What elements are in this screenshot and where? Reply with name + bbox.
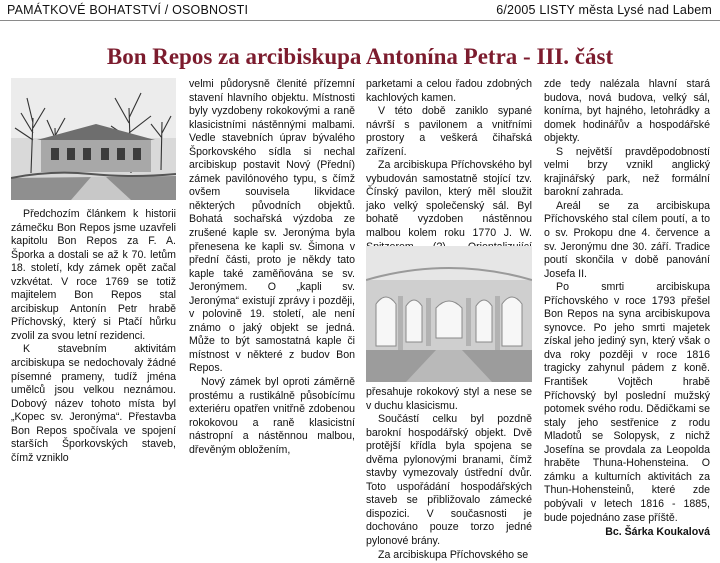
paragraph: V této době zaniklo sypané návrší s pavilonem a vnitřními prostory a veškerá čihařská zařízení. xyxy=(366,105,532,158)
issue-label: 6/2005 LISTY města Lysé nad Labem xyxy=(496,3,712,17)
text-column-4 xyxy=(544,78,710,540)
paragraph: Součástí celku byl pozdně barokní hospodářský objekt. Dvě protější křídla byla spojena se dvěma pylonovými branami, čímž stavby vymezovaly ústřední dvůr. Toto uspořádání hospodářských staveb se přibližovalo zámecké dispozici. V současnosti je dochováno pouze torzo jedné pylonové brány. xyxy=(366,413,532,548)
paragraph: parketami a celou řadou zdobných kachlových kamen. xyxy=(366,78,532,104)
paragraph: K stavebním aktivitám arcibiskupa se nedochovaly žádné písemné prameny, tudíž jména umělců jsou velkou neznámou. Dobový název tohoto místa byl „Kopec sv. Jeronýma“. Přestavba Bon Repos spočívala ve spojení starších Šporkovských staveb, čímž vzniklo xyxy=(11,343,176,464)
paragraph: zde tedy nalézala hlavní stará budova, nová budova, velký sál, konírna, byt hajného, letohrádky a domek hodinářův a hospodářské objekty. xyxy=(544,78,710,145)
text-column-3 xyxy=(366,78,532,268)
paragraph: Nový zámek byl oproti záměrně prostému a rustikálně působícímu exteriéru opatřen vnitřně zdobenou rokokovou a raně klasicistní nástropní a nástěnnou malbou, dřevěným obložením, xyxy=(189,376,355,456)
paragraph: Po smrti arcibiskupa Příchovského v roce 1793 přešel Bon Repos na syna arcibiskupova synovce. Po jeho smrti majetek získal jeho jediný syn, který však o dva roky později v roce 1816 tragicky zahynul pádem z koně. František Vojtěch hrabě Příchovský byl poslední mužský potomek svého rodu. Dědičkami se staly jeho sestřenice z rodu Mladotů se Solopysk, z nichž Josefína se provdala za Leopolda hraběte Thuna-Hohensteina. O zámku a kulturních aktivitách za Thun-Hohensteinů, které zde pobývali v letech 1816 - 1885, bude pojednáno zase příště. xyxy=(544,281,710,524)
author-signature: Bc. Šárka Koukalová xyxy=(605,526,710,539)
section-label: PAMÁTKOVÉ BOHATSTVÍ / OSOBNOSTI xyxy=(7,3,249,17)
paragraph: velmi půdorysně členité přízemní stavení hlavního objektu. Místnosti byly vyzdobeny rokokovými a raně klasicistními nástěnnými malbami. Vedle stavebních úprav bývalého Šporkovského sídla si nechal arcibiskup postavit Nový (Přední) zámek pavilónového typu, s čímž ovšem souvisela likvidace některých původních objektů. Bohatá sochařská výzdoba ze zrušené kaple sv. Jeronýma byla přenesena ke kapli sv. Šimona v přední části, proto je někdy tato kaple také zaměňována se sv. Jeronýmem. O „kapli sv. Jeronýma“ existují zprávy i později, v polovině 19. století, ale není známo o jaký objekt se jedná. Může to být samostatná kaple či místnost v některé z budov Bon Repos. xyxy=(189,78,355,375)
article-title: Bon Repos za arcibiskupa Antonína Petra - III. část xyxy=(106,44,614,69)
chateau-exterior-photo xyxy=(11,78,176,200)
paragraph: Areál se za arcibiskupa Příchovského stal cílem poutí, a to o sv. Prokopu dne 4. července a sv. Jeronýmu dne 30. září. Tradice poutí skončila v době panování Josefa II. xyxy=(544,199,710,280)
chinese-pavilion-interior-photo xyxy=(366,246,532,382)
paragraph: Za arcibiskupa Příchovského se xyxy=(378,548,529,561)
paragraph: Předchozím článkem k historii zámečku Bon Repos jsme uzavřeli kapitolu Bon Repos za F. A. Šporka a dostali se až k 70. letům 18. století, kdy zámek opět začal vzkvétat. V roce 1769 se totiž majitelem Bon Repos stal arcibiskup Antonín Petr hrabě Příchovský, který si Ptačí hůrku zvolil za svou letní rezidenci. xyxy=(11,208,176,342)
paragraph: Za arcibiskupa Příchovského byl vybudován samostatně stojící tzv. Čínský pavilon, který měl sloužit jako velký společenský sál. Byl bohatě vyzdoben nástěnnou malbou kolem roku 1770 J. W. xyxy=(366,159,532,240)
text-column-3-continued xyxy=(366,386,532,562)
text-column-2 xyxy=(189,78,355,457)
text-column-1 xyxy=(11,208,176,465)
paragraph: S největší pravděpodobností velmi brzy vznikl anglický krajinářský park, než formální barokní zahrada. xyxy=(544,145,710,199)
paragraph: přesahuje rokokový styl a nese se v duchu klasicismu. xyxy=(366,386,532,412)
running-header xyxy=(0,0,720,21)
